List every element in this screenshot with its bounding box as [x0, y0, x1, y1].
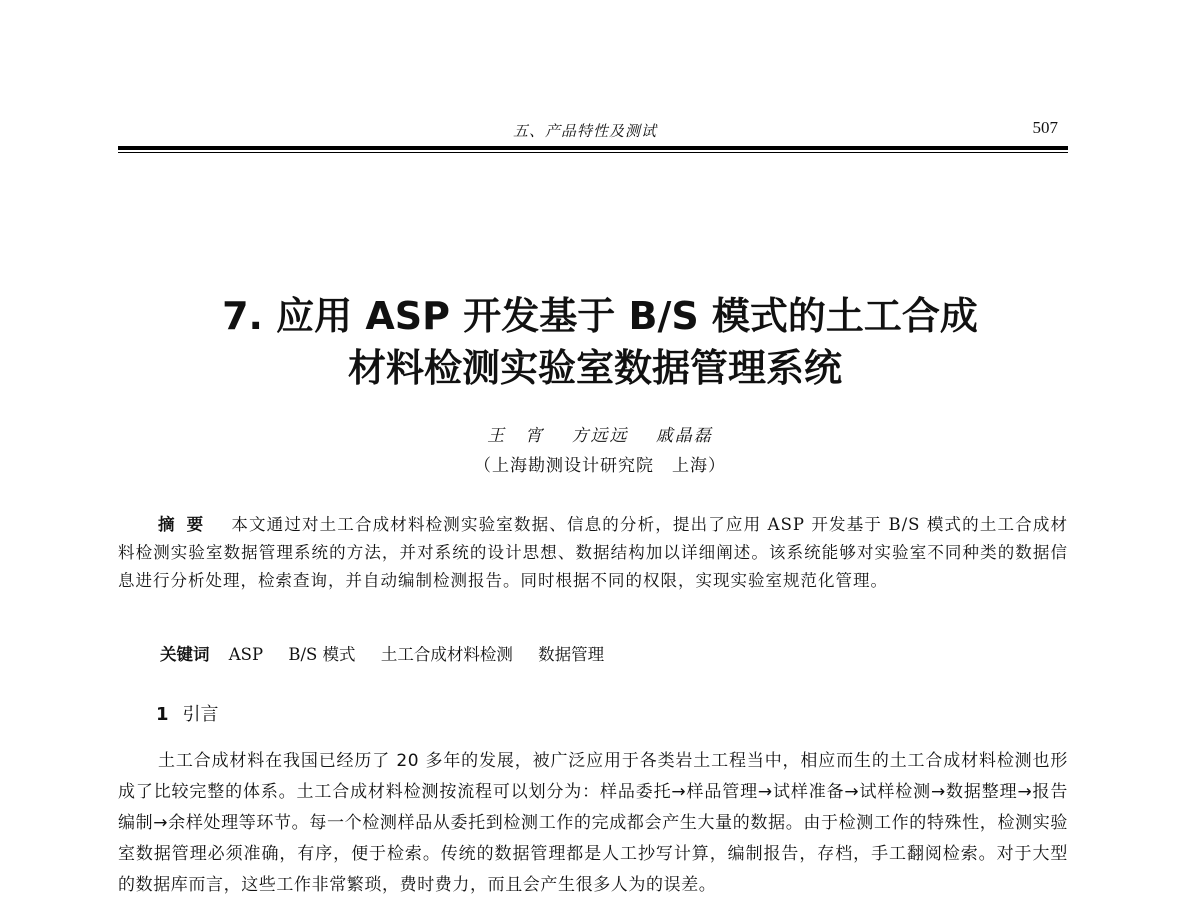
section-title: 引言	[182, 704, 219, 725]
keywords-label: 关键词	[160, 645, 210, 664]
running-header	[118, 118, 1068, 148]
author-name: 方远远	[571, 426, 629, 446]
keywords-block	[160, 641, 1060, 669]
introduction-paragraph: 土工合成材料在我国已经历了 20 多年的发展，被广泛应用于各类岩土工程当中，相应而生的土工合成材料检测也形成了比较完整的体系。土工合成材料检测按流程可以划分为：样品委托→样品管理→试样准备→试样检测→数据整理→报告编制→余样处理等环节。每一个检测样品从委托到检测工作的完成都会产生大量的数据。由于检测工作的特殊性，检测实验室数据管理必须准确，有序，便于检索。传统的数据管理都是人工抄写计算，编制报告，存档，手工翻阅检索。对于大型的数据库而言，这些工作非常繁琐，费时费力，而且会产生很多人为的误差。	[118, 751, 1068, 895]
running-header-section: 五、产品特性及测试	[513, 122, 658, 140]
keyword-item: ASP	[228, 645, 264, 664]
section-heading	[156, 700, 219, 726]
author-affiliation: （上海勘测设计研究院 上海）	[474, 456, 726, 476]
abstract-block	[118, 511, 1068, 595]
keyword-item: 数据管理	[538, 645, 605, 664]
page-number: 507	[1032, 118, 1058, 137]
header-rule-thin	[118, 152, 1068, 153]
keyword-item: 土工合成材料检测	[380, 645, 513, 664]
author-name: 戚晶磊	[655, 426, 713, 446]
section-number: 1	[156, 704, 169, 725]
title-line-1: 7. 应用 ASP 开发基于 B/S 模式的土工合成	[222, 294, 978, 338]
paper-title	[0, 290, 1200, 394]
title-line-2: 材料检测实验室数据管理系统	[347, 346, 842, 390]
abstract-label: 摘要	[158, 515, 216, 534]
author-name: 王 宵	[487, 426, 545, 446]
author-list	[0, 421, 1200, 446]
abstract-text: 本文通过对土工合成材料检测实验室数据、信息的分析，提出了应用 ASP 开发基于 B/S 模式的土工合成材料检测实验室数据管理系统的方法，并对系统的设计思想、数据结构加以详细阐述。该系统能够对实验室不同种类的数据信息进行分析处理，检索查询，并自动编制检测报告。同时根据不同的权限，实现实验室规范化管理。	[118, 515, 1068, 590]
keyword-item: B/S 模式	[288, 645, 356, 664]
header-rule-thick	[118, 146, 1068, 150]
